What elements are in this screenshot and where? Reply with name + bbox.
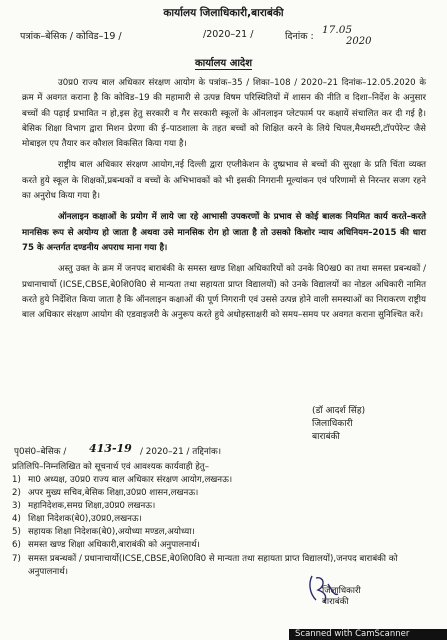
- signatory-place: बाराबंकी: [312, 432, 340, 442]
- paragraph-bold: ऑनलाइन कक्षाओं के प्रयोग में लाये जा रहे आभासी उपकरणों के प्रभाव से कोई बालक नियमित कार्य करते–करते मानसिक रूप से अयोग्य हो जाता है अथवा उसे मानसिक रोग हो जाता है तो उसको किशोर न्याय अधिनियम–2015 की धारा 75 के अन्तर्गत दण्डनीय अपराध माना गया है।: [22, 212, 426, 253]
- list-item: 7) समस्त प्रबन्धकों / प्रधानाचार्यो(ICSE,CBSE,बे0शि0वि0 से मान्यता तथा सहायता प्राप्त विद्यालयों),जनपद बाराबंकी को अनुपालनार्थ।: [12, 553, 398, 577]
- copy-list: [12, 474, 432, 579]
- handwritten-date-year: 2020: [346, 36, 372, 47]
- handwritten-signature-icon: [304, 572, 344, 606]
- endorsement-prefix: पृ0सं0–बेसिक /: [14, 447, 67, 457]
- signature-block: [312, 405, 442, 444]
- signatory-place: बाराबंकी: [322, 597, 349, 607]
- paragraph: राष्ट्रीय बाल अधिकार संरक्षण आयोग,नई दिल्ली द्वारा एप्लीकेशन के दुष्प्रभाव से बच्चों की सुरक्षा के प्रति चिंता व्यक्त करते हुये स्कूल के शिक्षकों,प्रबन्धकों व बच्चों के अभिभावकों को भी इसकी निगरानी मूल्यांकन एवं परिणामों से निरन्तर सजग रहने का अनुरोध किया गया है।: [22, 160, 426, 202]
- signatory-designation: जिलाधिकारी: [322, 586, 361, 596]
- reference-line: [20, 24, 430, 47]
- endorsement-date: / 2020–21 / तद्दिनांक।: [140, 447, 222, 457]
- handwritten-endorsement-number: 413-19: [89, 442, 132, 455]
- endorsement-signature: [322, 586, 422, 608]
- order-title-text: कार्यालय आदेश: [194, 58, 253, 69]
- list-item: 4) शिक्षा निदेशक(बे0),उ0प्र0,लखनऊ।: [12, 514, 142, 525]
- signatory-designation: जिलाधिकारी: [312, 419, 353, 429]
- date-label: दिनांक :: [285, 31, 314, 42]
- copy-heading: प्रतिलिपि–निम्नलिखित को सूचनार्थ एवं आवश्यक कार्यवाही हेतु–: [12, 462, 209, 472]
- paragraph: अस्तु उक्त के क्रम में जनपद बाराबंकी के समस्त खण्ड शिक्षा अधिकारियों को उनके वि0ख0 का तथा समस्त प्रबन्धकों / प्रधानाचार्यो (ICSE,CBSE,बे0शि0वि0 से मान्यता तथा सहायता प्राप्त विद्यालयों) को उनके विद्यालयों का नोडल अधिकारी नामित करते हुये निर्देशित किया जाता है कि ऑनलाइन कक्षाओं की पूर्ण निगरानी एवं उससे उत्पन्न होने वाली समस्याओं का निराकरण राष्ट्रीय बाल अधिकार संरक्षण आयोग की एडवाइजरी के अनुरूप करते हुये अधोहस्ताक्षरी को समय–समय पर अवगत कराना सुनिश्चित करें।: [22, 264, 426, 321]
- office-heading: कार्यालय जिलाधिकारी,बाराबंकी: [163, 7, 284, 19]
- endorsement-reference: [14, 442, 434, 459]
- list-item: 3) महानिदेशक,समग्र शिक्षा,उ0प्र0 लखनऊ।: [12, 501, 156, 512]
- list-item: 6) समस्त खण्ड शिक्षा अधिकारी,बाराबंकी को अनुपालनार्थ।: [12, 540, 200, 551]
- paragraph: उ0प्र0 राज्य बाल अधिकार संरक्षण आयोग के पत्रांक–35 / शिका–108 / 2020–21 दिनांक–12.05.2020 के क्रम में अवगत कराना है कि कोविड–19 की महामारी से उत्पन्न विषम परिस्थितियों में शासन की नीति व दिशा–निर्देश के अनुसार बच्चों की पढ़ाई प्रभावित न हो,इस हेतु सरकारी व गैर सरकारी स्कूलों के ऑनलाइन प्लेटफार्म पर कक्षायें संचालित कर दी गई है। बेसिक शिक्षा विभाग द्वारा मिशन प्रेरणा की ई–पाठशाला के तहत बच्चों को शिक्षित करने के लिये चिपल,मैथमस्टी,टॉपपेरेन्ट जैसे मोबाइल एप तैयार कर कौशल विकसित किया गया है।: [22, 78, 426, 150]
- order-body: [22, 76, 426, 329]
- list-item: 2) अपर मुख्य सचिव,बेसिक शिक्षा,उ0प्र0 शासन,लखनऊ।: [12, 488, 199, 499]
- scanner-watermark: Scanned with CamScanner: [289, 629, 447, 640]
- reference-number: पत्रांक–बेसिक / कोविड–19 /: [20, 31, 122, 42]
- order-title: [0, 55, 447, 69]
- list-item: 1) मा0 अध्यक्ष, उ0प्र0 राज्य बाल अधिकार संरक्षण आयोग,लखनऊ।: [12, 475, 233, 485]
- reference-year: /2020–21 /: [203, 29, 254, 40]
- signatory-name: (डॉ आदर्श सिंह): [312, 406, 366, 416]
- list-item: 5) सहायक शिक्षा निदेशक(बे0),अयोध्या मण्डल,अयोध्या।: [12, 527, 195, 538]
- handwritten-date: 17.05: [322, 24, 353, 36]
